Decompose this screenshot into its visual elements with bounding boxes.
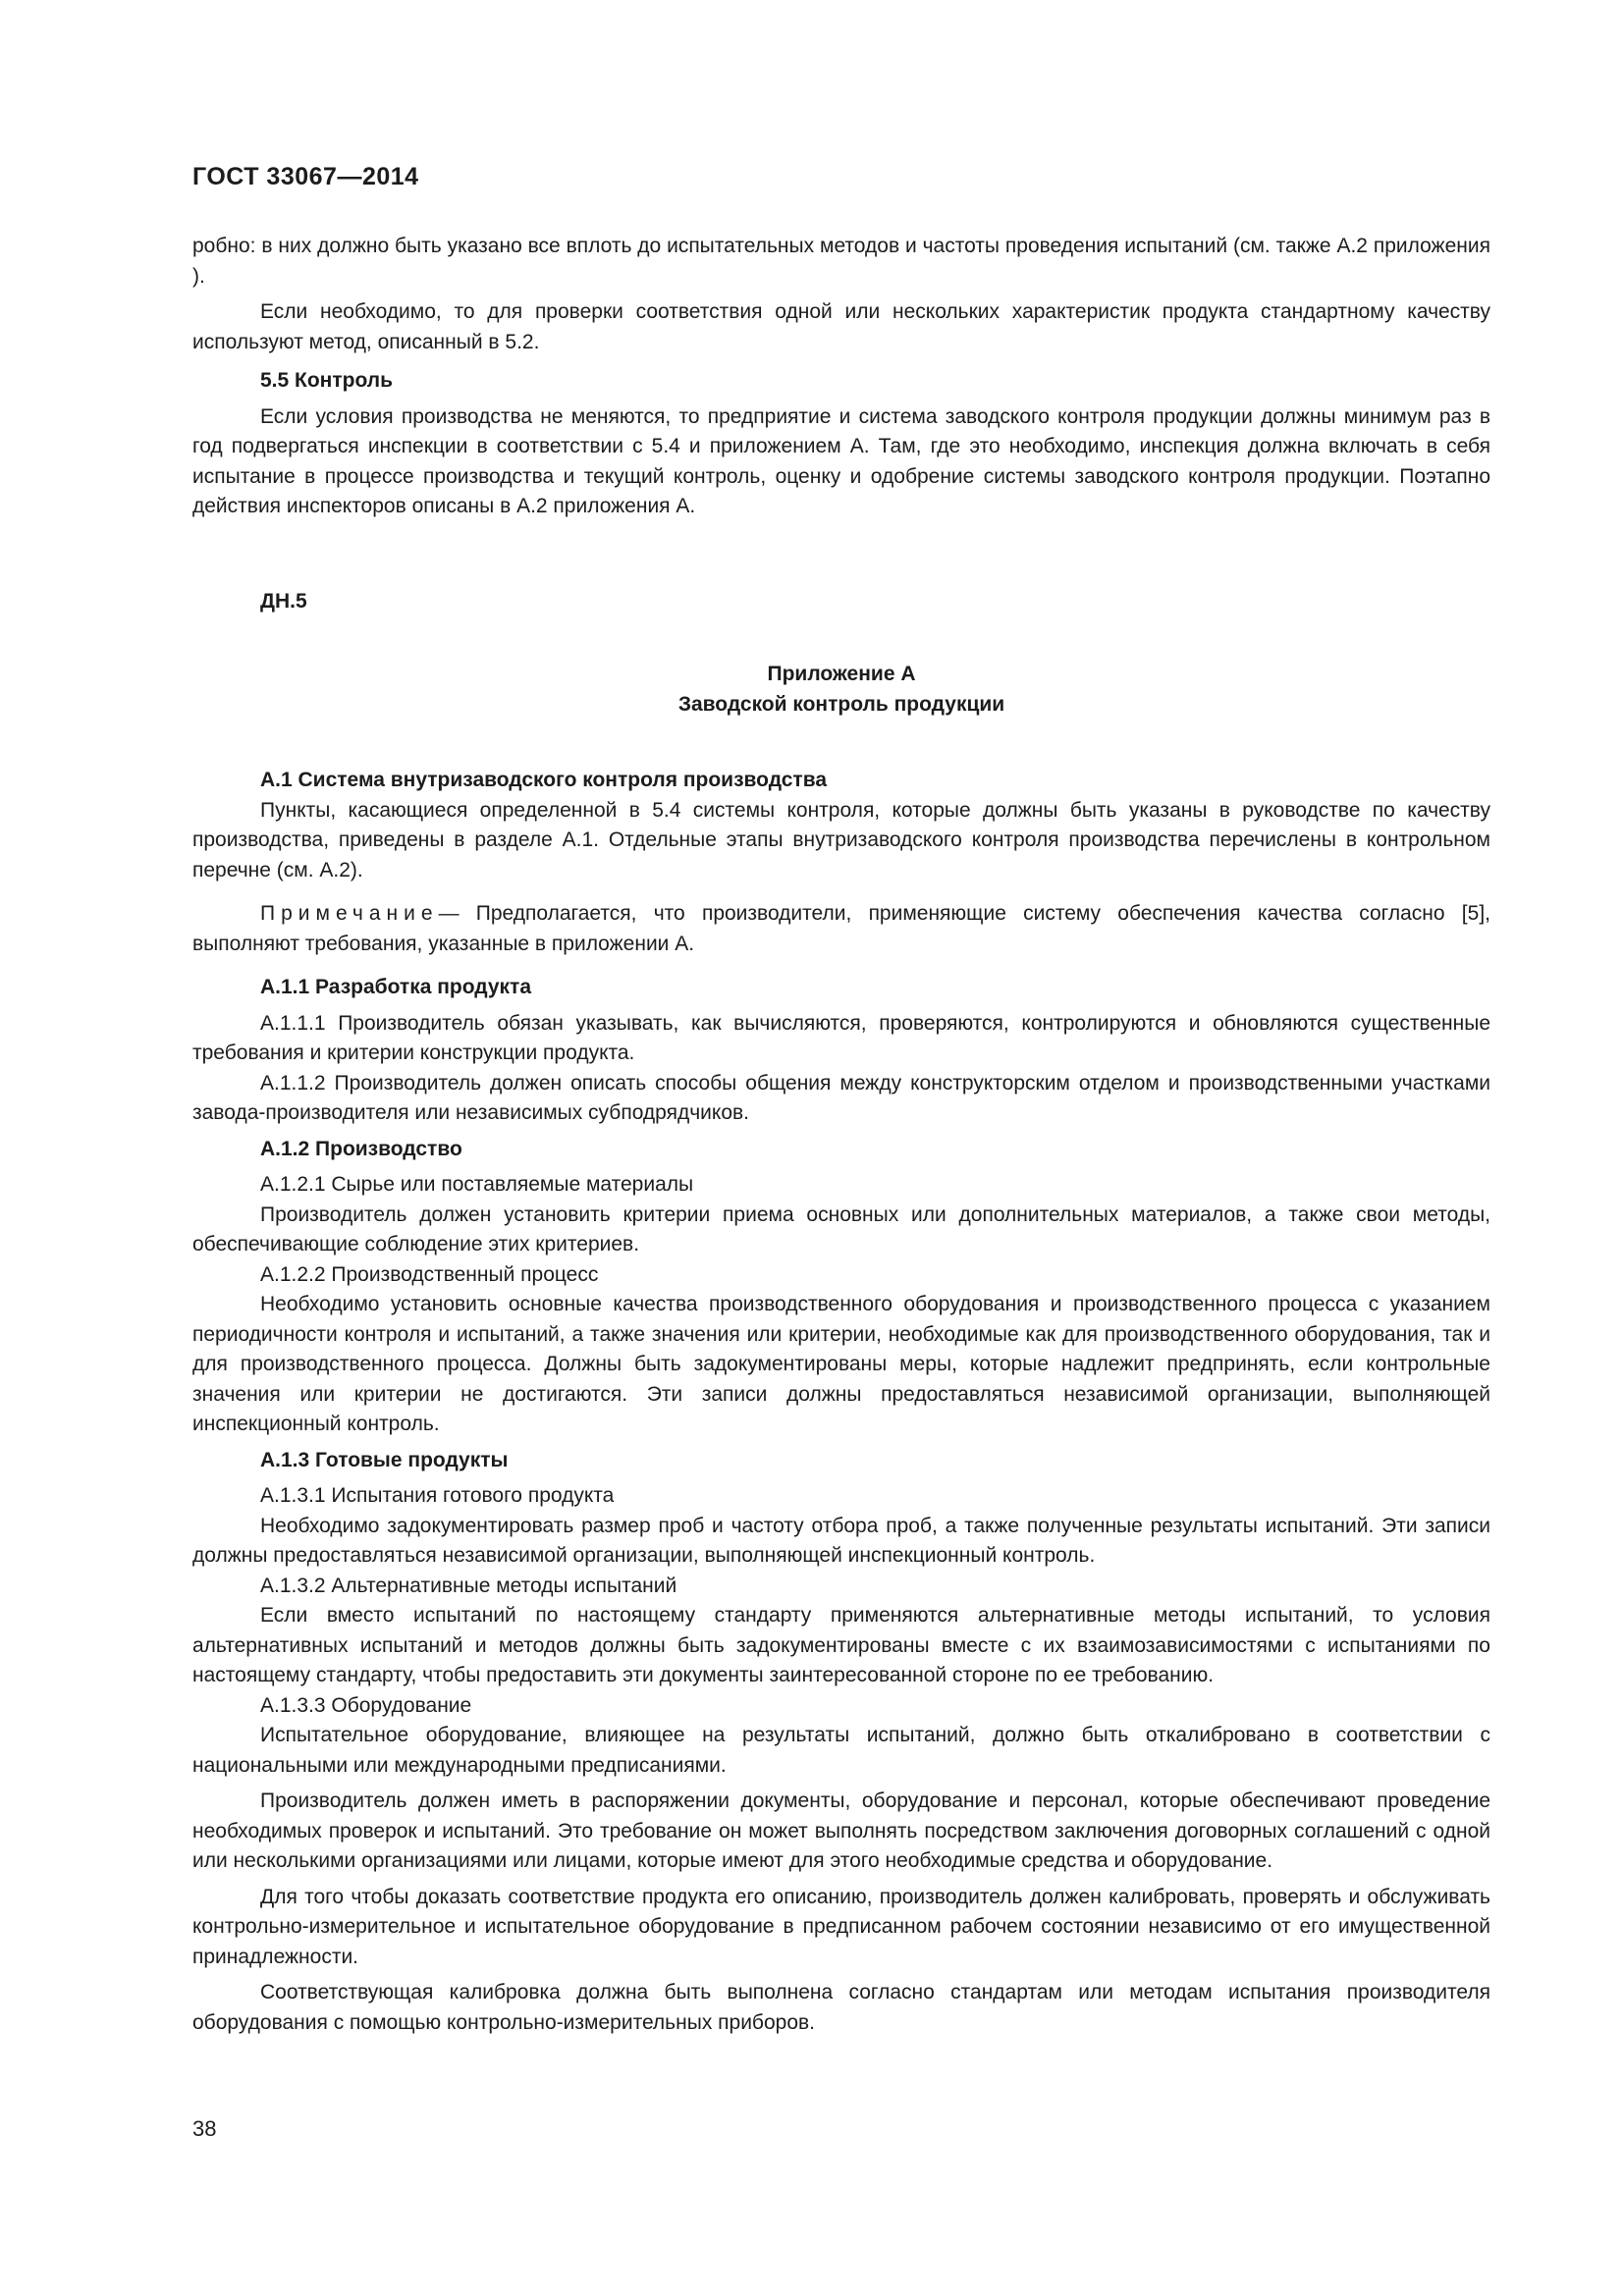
intro-paragraph-2: Если необходимо, то для проверки соответствия одной или нескольких характеристик продукта стандартному качеству используют метод, описанный в 5.2. [192, 300, 1490, 353]
a1-2-2-title: А.1.2.2 Производственный процесс [260, 1262, 599, 1286]
note-text: — Предполагается, что производители, применяющие систему обеспечения качества согласно [5], выполняют требования, указанные в приложении А. [192, 902, 1490, 955]
annex-subtitle: Заводской контроль продукции [677, 692, 1005, 716]
a1-3-3-paragraph-3: Для того чтобы доказать соответствие продукта его описанию, производитель должен калибровать, проверять и обслуживать контрольно-измерительное и испытательное оборудование в предписанном рабочем состоянии независимо от его имущественной принадлежности. [192, 1885, 1490, 1968]
note-label: Примечание [260, 902, 439, 925]
a1-2-heading: А.1.2 Производство [260, 1137, 462, 1160]
a1-1-heading: А.1.1 Разработка продукта [260, 976, 532, 998]
a1-3-3-paragraph-1: Испытательное оборудование, влияющее на результаты испытаний, должно быть откалибровано в соответствии с национальными или международными предписаниями. [192, 1724, 1490, 1777]
dn-label: ДН.5 [260, 589, 307, 613]
a1-3-3-title: А.1.3.3 Оборудование [260, 1693, 472, 1717]
document-header: ГОСТ 33067—2014 [192, 163, 419, 190]
annex-title: Приложение А [767, 663, 916, 685]
a1-3-2-title: А.1.3.2 Альтернативные методы испытаний [260, 1574, 677, 1597]
a1-2-1-paragraph: Производитель должен установить критерии приема основных или дополнительных материалов, а также свои методы, обеспечивающие соблюдение этих критериев. [192, 1202, 1490, 1255]
a1-3-1-paragraph: Необходимо задокументировать размер проб и частоту отбора проб, а также полученные результаты испытаний. Эти записи должны предоставляться независимой организации, выполняющей инспекционный контроль. [192, 1514, 1490, 1567]
a1-2-1-title: А.1.2.1 Сырье или поставляемые материалы [260, 1173, 694, 1196]
a1-2-2-paragraph: Необходимо установить основные качества производственного оборудования и производственного процесса с указанием периодичности контроля и испытаний, а также значения или критерии, необходимые как для производственного оборудования, так и для производственного процесса. Должны быть задокументированы меры, которые надлежит предпринять, если контрольные значения или критерии не достигаются. Эти записи должны предоставляться независимой организации, выполняющей инспекционный контроль. [192, 1293, 1490, 1435]
intro-paragraph-1: робно: в них должно быть указано все вплоть до испытательных методов и частоты проведения испытаний (см. также А.2 приложения ). [192, 235, 1490, 288]
a1-paragraph: Пункты, касающиеся определенной в 5.4 системы контроля, которые должны быть указаны в руководстве по качеству производства, приведены в разделе А.1. Отдельные этапы внутризаводского контроля производства перечислены в контрольном перечне (см. А.2). [192, 798, 1490, 881]
section-5-5-heading: 5.5 Контроль [260, 369, 394, 392]
a1-3-1-title: А.1.3.1 Испытания готового продукта [260, 1484, 615, 1507]
section-5-5-paragraph: Если условия производства не меняются, то предприятие и система заводского контроля продукции должны минимум раз в год подвергаться инспекции в соответствии с 5.4 и приложением А. Там, где это необходимо, инспекция должна включать в себя испытание в процессе производства и текущий контроль, оценку и одобрение системы заводского контроля продукции. Поэтапно действия инспекторов описаны в А.2 приложения А. [192, 404, 1490, 517]
page-number: 38 [192, 2116, 217, 2141]
a1-heading: А.1 Система внутризаводского контроля производства [260, 769, 828, 791]
a1-1-1-paragraph: А.1.1.1 Производитель обязан указывать, как вычисляются, проверяются, контролируются и обновляются существенные требования и критерии конструкции продукта. [192, 1011, 1490, 1064]
document-body [192, 232, 1490, 2038]
a1-3-3-paragraph-2: Производитель должен иметь в распоряжении документы, оборудование и персонал, которые обеспечивают проведение необходимых проверок и испытаний. Это требование он может выполнять посредством заключения договорных соглашений с одной или несколькими организациями или лицами, которые имеют для этого необходимые средства и оборудование. [192, 1789, 1490, 1872]
a1-3-2-paragraph: Если вместо испытаний по настоящему стандарту применяются альтернативные методы испытаний, то условия альтернативных испытаний и методов должны быть задокументированы вместе с их взаимозависимостями с испытаниями по настоящему стандарту, чтобы предоставить эти документы заинтересованной стороне по ее требованию. [192, 1604, 1490, 1686]
a1-3-heading: А.1.3 Готовые продукты [260, 1448, 509, 1471]
a1-1-2-paragraph: А.1.1.2 Производитель должен описать способы общения между конструкторским отделом и производственными участками завода-производителя или независимых субподрядчиков. [192, 1071, 1490, 1124]
a1-3-3-paragraph-4: Соответствующая калибровка должна быть выполнена согласно стандартам или методам испытания производителя оборудования с помощью контрольно-измерительных приборов. [192, 1981, 1490, 2034]
a1-note [192, 899, 1490, 959]
